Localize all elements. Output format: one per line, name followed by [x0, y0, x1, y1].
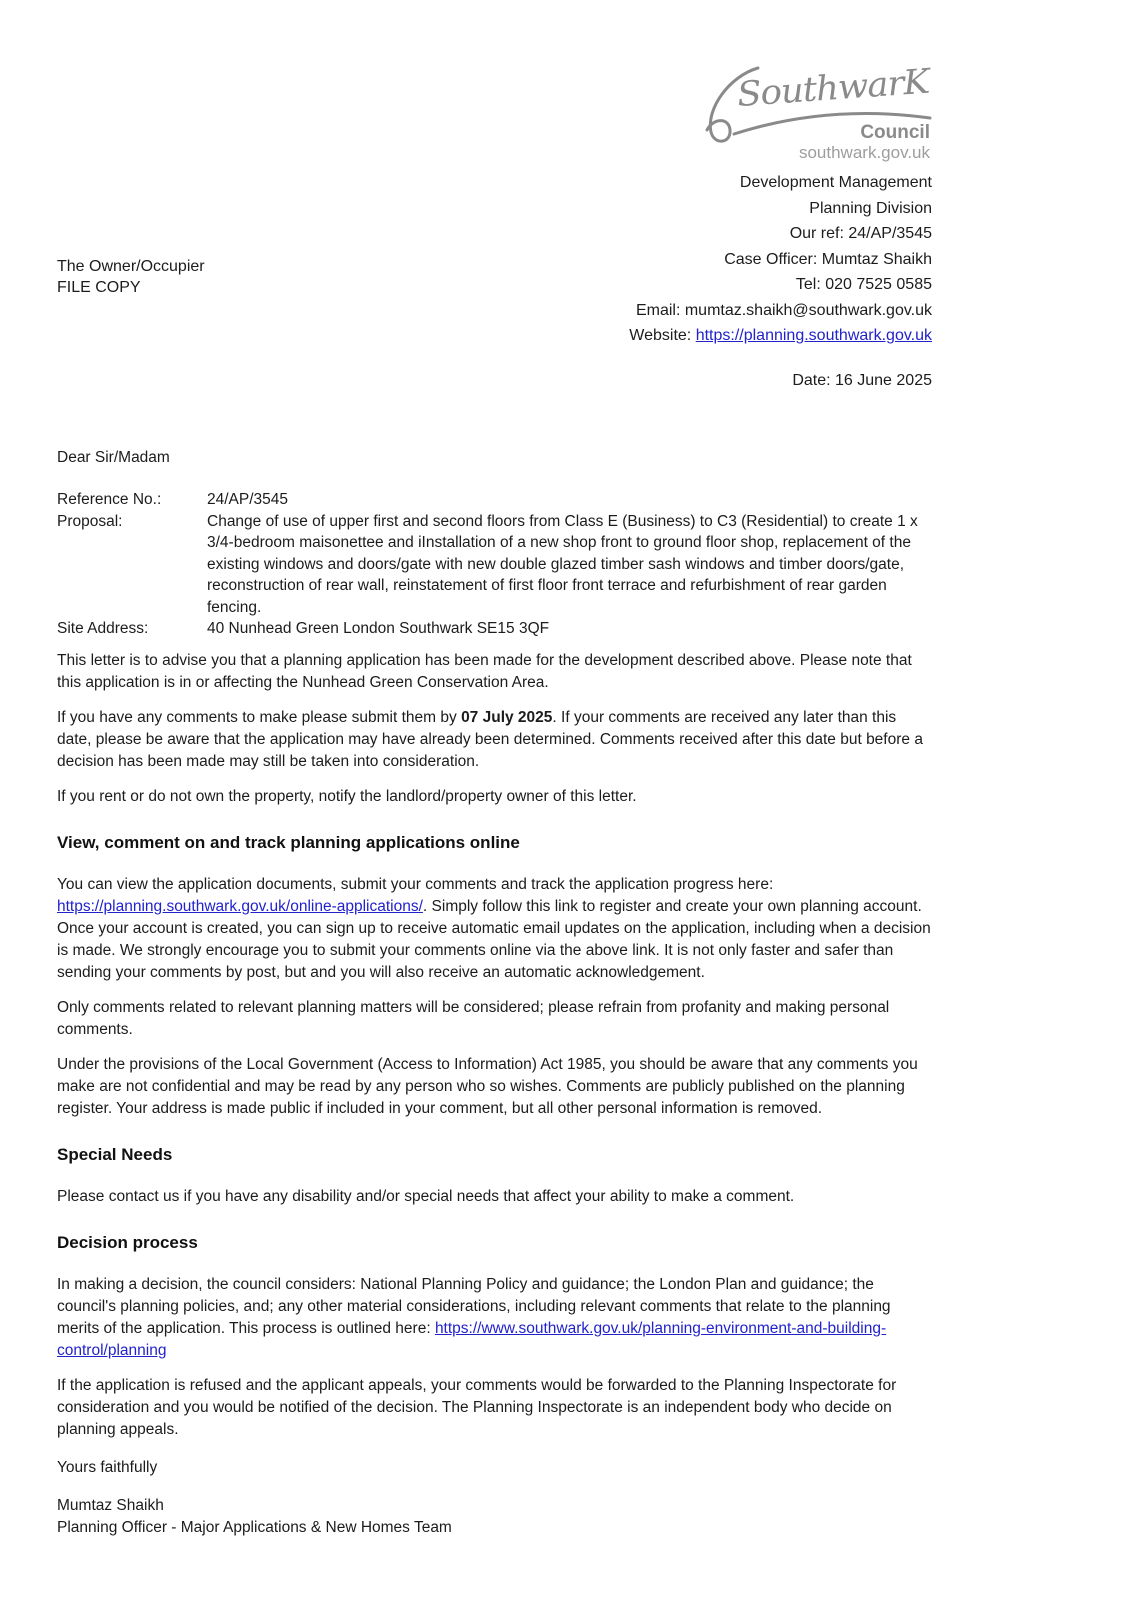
signature-role: Planning Officer - Major Applications & New Homes Team — [57, 1518, 452, 1536]
logo-council-text: Council — [860, 122, 930, 143]
comments-pre: If you have any comments to make please submit them by — [57, 708, 462, 726]
header-website-line — [400, 323, 932, 349]
site-address-label: Site Address: — [57, 620, 149, 637]
proposal-value: Change of use of upper first and second floors from Class E (Business) to C3 (Residential) to create 1 x 3/4-bedroom maisonettee and iInstallation of a new shop front to ground floor shop, replacement of the existing windows and doors/gate with new double glazed timber sash windows and timber doors/gate, reconstruction of rear wall, reinstatement of first floor front terrace and refurbishment of rear garden fencing. — [207, 512, 918, 616]
closing-yours-faithfully: Yours faithfully — [57, 1458, 158, 1476]
header-our-ref: Our ref: 24/AP/3545 — [789, 225, 932, 242]
header-email: Email: mumtaz.shaikh@southwark.gov.uk — [635, 301, 932, 319]
southwark-council-logo — [698, 46, 936, 164]
heading-special-needs: Special Needs — [57, 1144, 173, 1164]
header-contact-block — [400, 170, 932, 349]
signature-name: Mumtaz Shaikh — [57, 1496, 164, 1514]
letter-body — [57, 447, 933, 1539]
online-post: . Simply follow this link to register and create your own planning account. Once your account is created, you can sign up to receive automatic email updates on the application, including when a decision is made. We strongly encourage you to submit your comments online via the above link. It is not only faster and safer than sending your comments by post, but and you will also receive an automatic acknowledgement. — [57, 897, 931, 981]
site-address-value: 40 Nunhead Green London Southwark SE15 3QF — [207, 620, 550, 637]
reference-no-value: 24/AP/3545 — [207, 491, 289, 508]
heading-decision-process: Decision process — [57, 1232, 198, 1252]
paragraph-advise: This letter is to advise you that a planning application has been made for the development described above. Please note that this application is in or affecting the Nunhead Green Conservation Area. — [57, 651, 912, 691]
paragraph-access-to-information: Under the provisions of the Local Government (Access to Information) Act 1985, you should be aware that any comments you make are not confidential and may be read by any person who so wishes. Comments are publicly published on the planning register. Your address is made public if included in your comment, but all other personal information is removed. — [57, 1055, 918, 1117]
logo-website-text: southwark.gov.uk — [798, 143, 930, 162]
header-division: Planning Division — [809, 199, 932, 217]
signature-block — [57, 1495, 933, 1539]
paragraph-rent-notify: If you rent or do not own the property, notify the landlord/property owner of this letter. — [57, 787, 637, 805]
paragraph-relevant-comments: Only comments related to relevant planning matters will be considered; please refrain from profanity and making personal comments. — [57, 998, 890, 1038]
logo-graphic — [698, 46, 936, 164]
online-applications-link[interactable]: https://planning.southwark.gov.uk/online-applications/ — [57, 897, 423, 915]
heading-view-comment-track: View, comment on and track planning applications online — [57, 832, 520, 852]
reference-no-label: Reference No.: — [57, 491, 162, 508]
comments-post: . If your comments are received any later than this date, please be aware that the application may have already been determined. Comments received after this date but before a decision has been made may still be taken into consideration. — [57, 708, 923, 770]
recipient-name: The Owner/Occupier — [57, 258, 205, 275]
header-website-label: Website: — [629, 327, 696, 344]
logo-wordmark: SouthwarK — [735, 62, 922, 115]
paragraph-comments-deadline — [57, 707, 933, 773]
header-department: Development Management — [739, 174, 932, 191]
header-tel: Tel: 020 7525 0585 — [795, 276, 932, 293]
proposal-label: Proposal: — [57, 512, 123, 530]
header-website-link[interactable]: https://planning.southwark.gov.uk — [695, 327, 932, 344]
paragraph-appeals: If the application is refused and the applicant appeals, your comments would be forwarded to the Planning Inspectorate for consideration and you would be notified of the decision. The Planning Inspectorate is an independent body who decide on planning appeals. — [57, 1376, 897, 1438]
online-pre: You can view the application documents, submit your comments and track the application progress here: — [57, 875, 774, 893]
reference-table — [57, 489, 933, 640]
recipient-file-copy: FILE COPY — [57, 279, 141, 296]
paragraph-online-applications — [57, 874, 933, 984]
recipient-block — [57, 256, 205, 298]
paragraph-decision-process — [57, 1274, 933, 1362]
decision-process-link[interactable]: https://www.southwark.gov.uk/planning-environment-and-building-control/planning — [57, 1319, 887, 1359]
salutation: Dear Sir/Madam — [57, 449, 170, 466]
letter-date: Date: 16 June 2025 — [792, 372, 932, 389]
paragraph-special-needs: Please contact us if you have any disability and/or special needs that affect your ability to make a comment. — [57, 1187, 795, 1205]
decision-pre: In making a decision, the council considers: National Planning Policy and guidance; the London Plan and guidance; the council's planning policies, and; any other material considerations, including relevant comments that relate to the planning merits of the application. This process is outlined here: — [57, 1275, 891, 1337]
comments-deadline-date: 07 July 2025 — [461, 708, 553, 726]
header-case-officer: Case Officer: Mumtaz Shaikh — [724, 250, 932, 268]
